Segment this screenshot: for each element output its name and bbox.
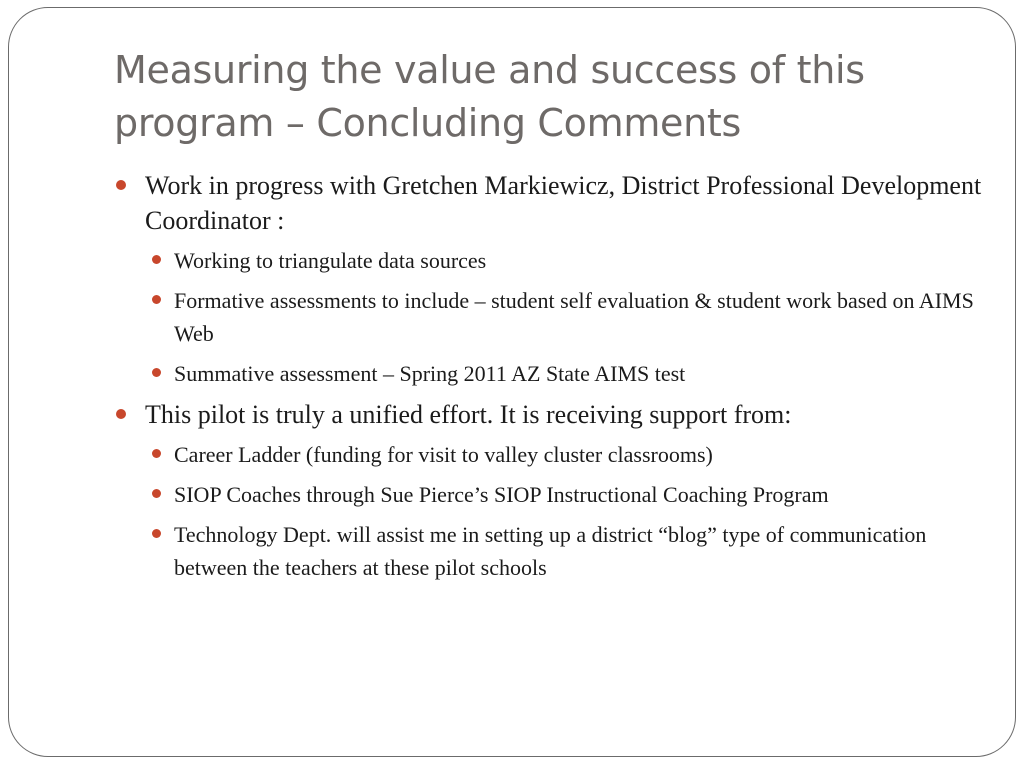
bullet-text: Working to triangulate data sources — [174, 248, 487, 273]
slide-title-line-1: Measuring the value and success of this — [114, 48, 865, 92]
bullet-level2-technology-dept — [145, 518, 984, 584]
slide-body — [114, 168, 984, 591]
bullet-dot-icon — [116, 409, 126, 419]
bullet-level2-summative — [145, 357, 984, 390]
bullet-text: Summative assessment – Spring 2011 AZ State AIMS test — [174, 361, 686, 386]
bullet-level2-formative — [145, 284, 984, 350]
bullet-dot-icon — [152, 529, 161, 538]
bullet-level2-siop-coaches — [145, 478, 984, 511]
bullet-dot-icon — [152, 449, 161, 458]
bullet-text: SIOP Coaches through Sue Pierce’s SIOP Instructional Coaching Program — [174, 482, 829, 507]
bullet-level1-work-in-progress — [114, 168, 984, 238]
bullet-level2-career-ladder — [145, 438, 984, 471]
bullet-text: Work in progress with Gretchen Markiewicz, District Professional Development Coordinator : — [145, 171, 982, 235]
bullet-text: Career Ladder (funding for visit to valley cluster classrooms) — [174, 442, 713, 467]
bullet-dot-icon — [152, 489, 161, 498]
bullet-text: Technology Dept. will assist me in setting up a district “blog” type of communication between the teachers at these pilot schools — [174, 522, 927, 580]
slide-title-line-2: program – Concluding Comments — [114, 101, 742, 145]
bullet-dot-icon — [152, 368, 161, 377]
slide-title — [114, 44, 974, 150]
bullet-level2-triangulate — [145, 244, 984, 277]
bullet-dot-icon — [116, 180, 126, 190]
bullet-level1-unified-effort — [114, 397, 984, 432]
bullet-text: Formative assessments to include – student self evaluation & student work based on AIMS Web — [174, 288, 974, 346]
bullet-dot-icon — [152, 255, 161, 264]
bullet-text: This pilot is truly a unified effort. It is receiving support from: — [145, 400, 792, 429]
bullet-dot-icon — [152, 295, 161, 304]
